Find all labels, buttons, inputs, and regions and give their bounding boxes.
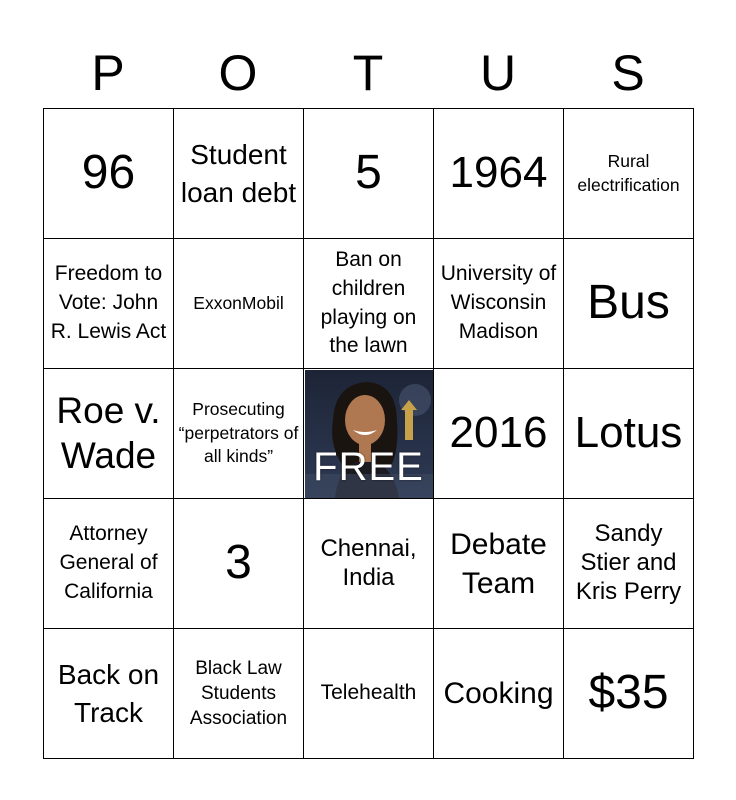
bingo-cell-r2c4[interactable]: University of Wisconsin Madison xyxy=(434,239,564,369)
header-letter-o: O xyxy=(218,45,258,101)
bingo-cell-r5c1[interactable]: Back on Track xyxy=(44,629,174,759)
bingo-cell-r3c5[interactable]: Lotus xyxy=(564,369,694,499)
bingo-cell-free[interactable] xyxy=(304,369,434,499)
bingo-board xyxy=(43,108,694,759)
bingo-cell-r1c5[interactable]: Rural electrification xyxy=(564,109,694,239)
header-letter-t: T xyxy=(352,45,384,101)
bingo-cell-r5c2[interactable]: Black Law Students Association xyxy=(174,629,304,759)
bingo-cell-r1c1[interactable]: 96 xyxy=(44,109,174,239)
bingo-cell-r1c2[interactable]: Student loan debt xyxy=(174,109,304,239)
bingo-cell-r4c4[interactable]: Debate Team xyxy=(434,499,564,629)
header-letter-s: S xyxy=(611,45,645,101)
bingo-cell-r2c3[interactable]: Ban on children playing on the lawn xyxy=(304,239,434,369)
bingo-cell-r1c4[interactable]: 1964 xyxy=(434,109,564,239)
bingo-cell-r4c5[interactable]: Sandy Stier and Kris Perry xyxy=(564,499,694,629)
bingo-cell-r2c2[interactable]: ExxonMobil xyxy=(174,239,304,369)
bingo-cell-r3c4[interactable]: 2016 xyxy=(434,369,564,499)
bingo-cell-r1c3[interactable]: 5 xyxy=(304,109,434,239)
bingo-cell-r3c1[interactable]: Roe v. Wade xyxy=(44,369,174,499)
bingo-cell-r2c1[interactable]: Freedom to Vote: John R. Lewis Act xyxy=(44,239,174,369)
bingo-cell-r2c5[interactable]: Bus xyxy=(564,239,694,369)
header-letter-u: U xyxy=(479,45,517,101)
bingo-cell-r5c4[interactable]: Cooking xyxy=(434,629,564,759)
bingo-cell-r3c2[interactable]: Prosecuting “perpetrators of all kinds” xyxy=(174,369,304,499)
bingo-cell-r5c3[interactable]: Telehealth xyxy=(304,629,434,759)
free-space-label: FREE xyxy=(313,445,424,489)
header-letter-p: P xyxy=(91,45,125,101)
bingo-cell-r4c1[interactable]: Attorney General of California xyxy=(44,499,174,629)
bingo-header xyxy=(43,38,693,108)
bingo-cell-r4c2[interactable]: 3 xyxy=(174,499,304,629)
bingo-cell-r5c5[interactable]: $35 xyxy=(564,629,694,759)
bingo-cell-r4c3[interactable]: Chennai, India xyxy=(304,499,434,629)
